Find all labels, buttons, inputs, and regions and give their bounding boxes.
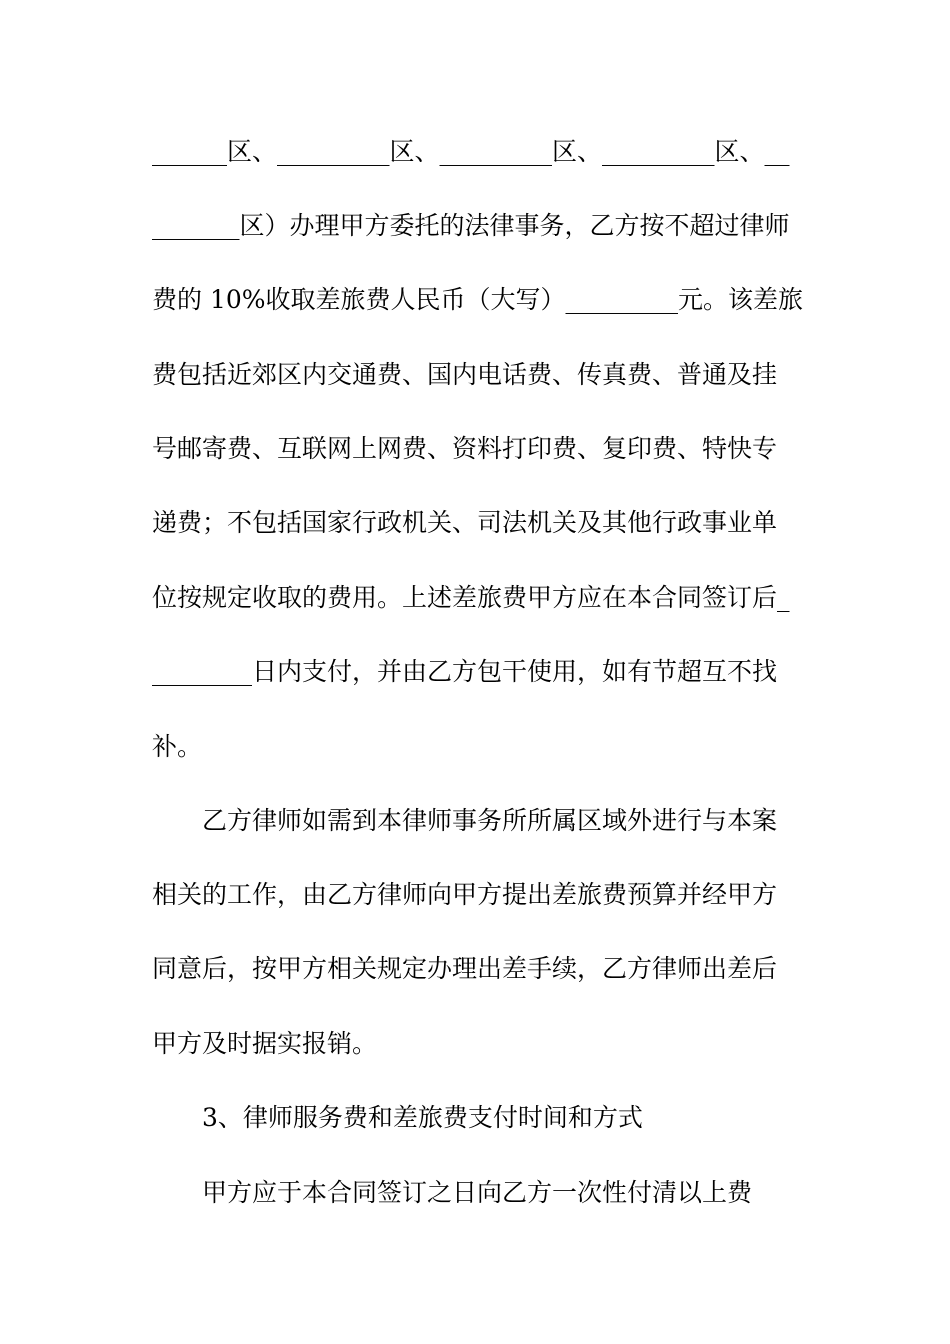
paragraph-first-line: 甲方应于本合同签订之日向乙方一次性付清以上费 [202,1178,753,1207]
text-line: 同意后，按甲方相关规定办理出差手续，乙方律师出差后 [152,954,778,983]
section-heading: 3、律师服务费和差旅费支付时间和方式 [202,1103,643,1132]
text-line: 甲方及时据实报销。 [152,1029,378,1058]
text-line: 号邮寄费、互联网上网费、资料打印费、复印费、特快专 [152,434,778,463]
text-line: ________日内支付，并由乙方包干使用，如有节超互不找 [152,657,778,686]
text-line: 位按规定收取的费用。上述差旅费甲方应在本合同签订后_ [152,583,790,612]
paragraph-first-line: 乙方律师如需到本律师事务所所属区域外进行与本案 [202,806,778,835]
text-line: ______区、_________区、_________区、_________区、__ [152,137,790,166]
text-line: 费包括近郊区内交通费、国内电话费、传真费、普通及挂 [152,360,778,389]
text-line: 相关的工作，由乙方律师向甲方提出差旅费预算并经甲方 [152,880,778,909]
text-line: 递费；不包括国家行政机关、司法机关及其他行政事业单 [152,508,778,537]
text-line: _______区）办理甲方委托的法律事务，乙方按不超过律师 [152,211,790,240]
text-line: 补。 [152,732,203,761]
text-line: 费的 10%收取差旅费人民币（大写）_________元。该差旅 [152,285,804,314]
